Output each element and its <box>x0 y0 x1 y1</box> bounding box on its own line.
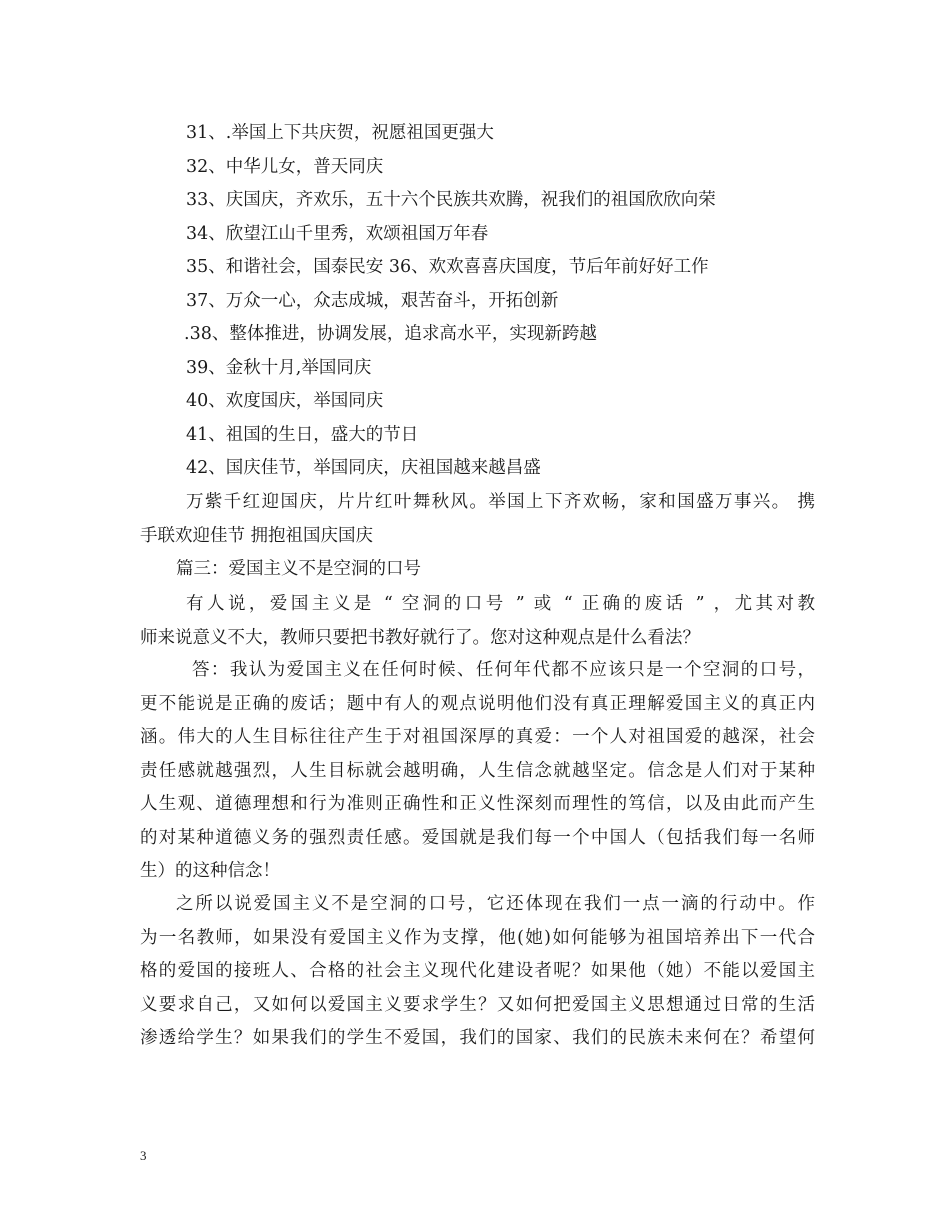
page-number: 3 <box>140 1148 147 1163</box>
paragraph-line: 渗透给学生？如果我们的学生不爱国，我们的国家、我们的民族未来何在？希望何 <box>140 1028 815 1048</box>
paragraph-line: 义要求自己，又如何以爱国主义要求学生？又如何把爱国主义思想通过日常的生活 <box>140 994 815 1015</box>
paragraph-line: 手联欢迎佳节 拥抱祖国庆国庆 <box>140 525 374 546</box>
closing-paragraph <box>140 486 815 553</box>
paragraph-line: 答：我认为爱国主义在任何时候、任何年代都不应该只是一个空洞的口号， <box>192 660 815 680</box>
list-item: 32、中华儿女，普天同庆 <box>186 156 384 177</box>
question-paragraph <box>140 588 815 655</box>
list-item: 35、和谐社会，国泰民安 36、欢欢喜喜庆国度，节后年前好好工作 <box>186 257 709 277</box>
list-item: 41、祖国的生日，盛大的节日 <box>186 424 419 445</box>
list-item: 42、国庆佳节，举国同庆，庆祖国越来越昌盛 <box>186 458 541 478</box>
paragraph-line: 更不能说是正确的废话；题中有人的观点说明他们没有真正理解爱国主义的真正内 <box>140 693 815 714</box>
list-item: 37、万众一心，众志成城，艰苦奋斗，开拓创新 <box>186 290 559 311</box>
section-heading <box>140 553 815 587</box>
paragraph-line: 涵。伟大的人生目标往往产生于对祖国深厚的真爱：一个人对祖国爱的越深，社会 <box>140 727 815 747</box>
final-paragraph <box>140 888 815 1056</box>
paragraph-line: 的对某种道德义务的强烈责任感。爱国就是我们每一个中国人（包括我们每一名师 <box>140 827 815 848</box>
paragraph-line: 万紫千红迎国庆，片片红叶舞秋风。举国上下齐欢畅，家和国盛万事兴。 携 <box>186 492 815 512</box>
list-item: .38、整体推进，协调发展，追求高水平，实现新跨越 <box>184 324 597 344</box>
paragraph-line: 生）的这种信念！ <box>140 861 280 881</box>
list-item: 31、.举国上下共庆贺，祝愿祖国更强大 <box>186 123 494 143</box>
slogan-list <box>186 117 826 486</box>
paragraph-line: 师来说意义不大，教师只要把书教好就行了。您对这种观点是什么看法？ <box>140 627 700 648</box>
paragraph-line: 人生观、道德理想和行为准则正确性和正义性深刻而理性的笃信，以及由此而产生 <box>140 794 815 814</box>
paragraph-line: 有人说，爱国主义是 “ 空洞的口号 ” 或 “ 正确的废话 ” ，尤其对教 <box>186 594 815 614</box>
paragraph-line: 格的爱国的接班人、合格的社会主义现代化建设者呢？如果他（她）不能以爱国主 <box>140 961 815 981</box>
list-item: 39、金秋十月,举国同庆 <box>186 357 372 378</box>
answer-paragraph <box>140 654 815 889</box>
section-heading-text: 篇三：爱国主义不是空洞的口号 <box>176 559 421 579</box>
list-item: 33、庆国庆，齐欢乐，五十六个民族共欢腾，祝我们的祖国欣欣向荣 <box>186 190 716 210</box>
list-item: 34、欣望江山千里秀，欢颂祖国万年春 <box>186 223 489 244</box>
paragraph-line: 责任感就越强烈，人生目标就会越明确，人生信念就越坚定。信念是人们对于某种 <box>140 760 815 781</box>
list-item: 40、欢度国庆，举国同庆 <box>186 391 384 411</box>
paragraph-line: 为一名教师，如果没有爱国主义作为支撑，他(她)如何能够为祖国培养出下一代合 <box>140 927 815 948</box>
paragraph-line: 之所以说爱国主义不是空洞的口号，它还体现在我们一点一滴的行动中。作 <box>176 894 815 914</box>
